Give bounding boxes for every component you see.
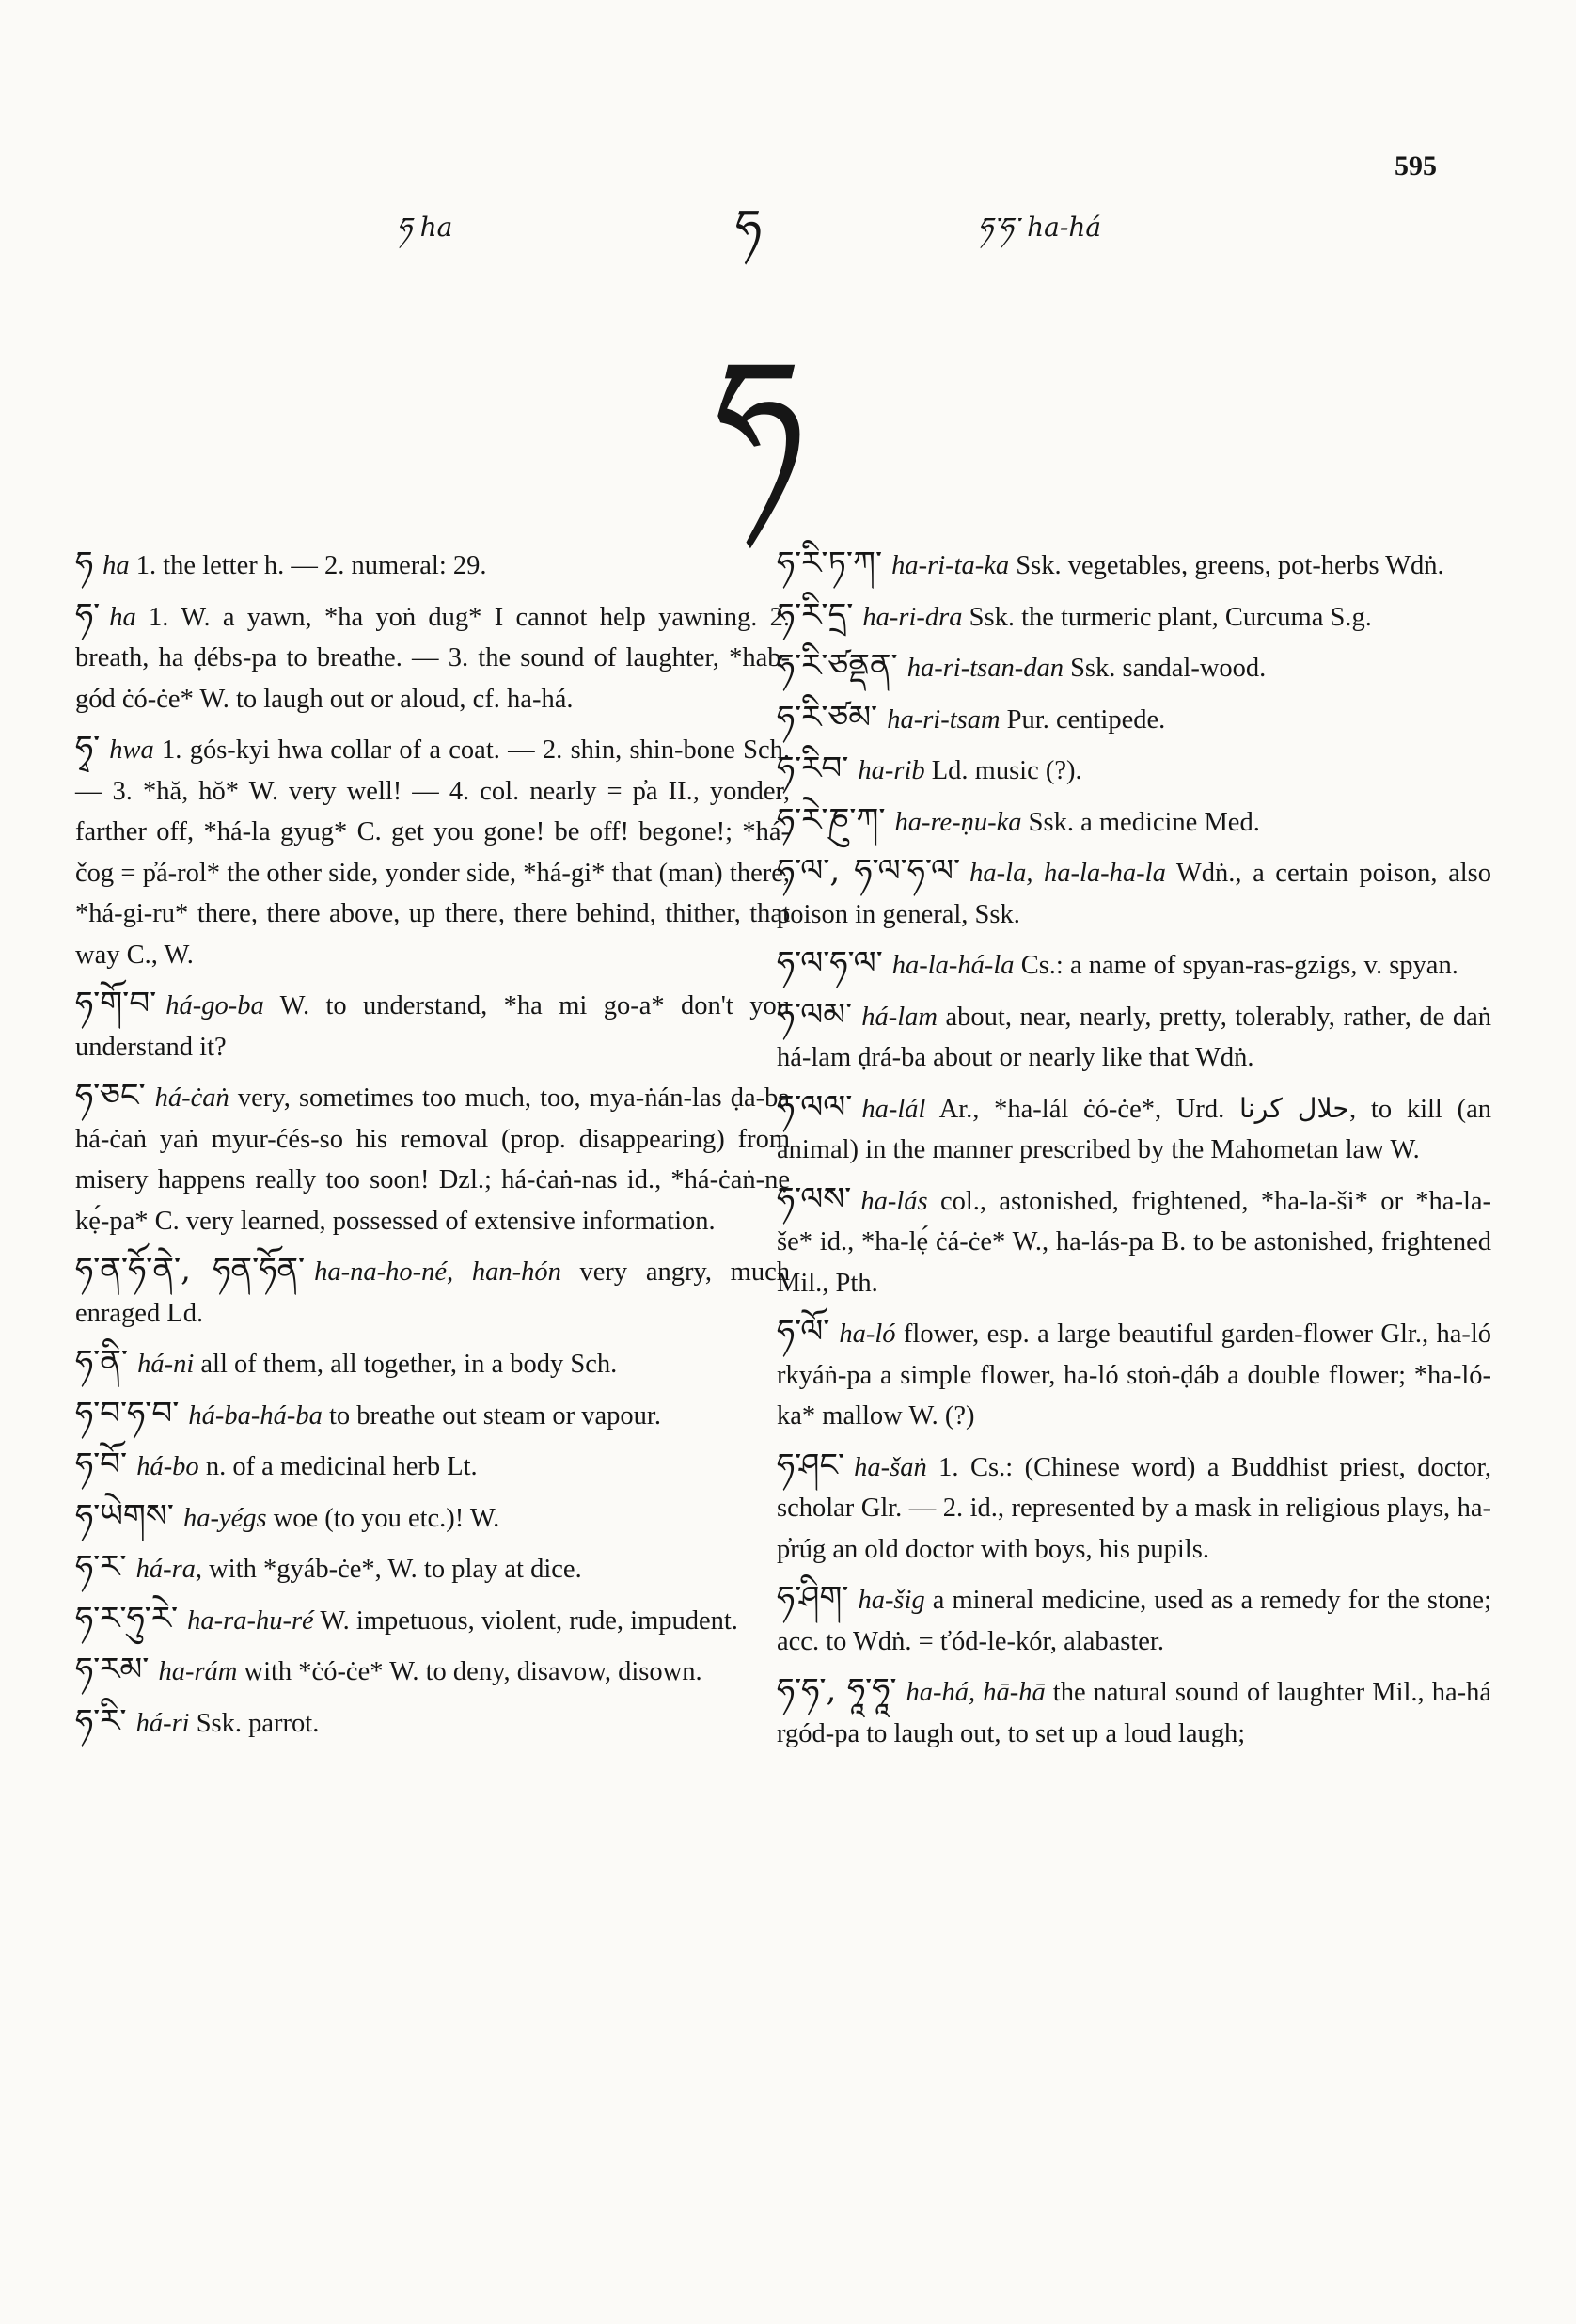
definition: about, near, nearly, pretty, tolerably, rather, de daṅ há-lam ḍrá-ba about or nearly like that Wdṅ. [777,1002,1491,1072]
definition: woe (to you etc.)! W. [273,1503,500,1533]
dictionary-entry [75,1599,790,1642]
definition: 1. Cs.: (Chinese word) a Buddhist priest, doctor, scholar Glr. — 2. id., represented by a mask in religious plays, ha-p̓rúg an old doctor with boys, his pupils. [777,1452,1492,1564]
dictionary-entry [777,851,1491,935]
dictionary-entry [75,1547,790,1590]
definition: Pur. centipede. [1006,704,1166,735]
transliteration: hwa [109,735,154,765]
tibetan-headword: ཧ་བ་ཧ་བ་ [75,1394,180,1432]
dictionary-entry [75,984,790,1067]
dictionary-entry [777,749,1491,792]
transliteration: ha [102,551,130,580]
dictionary-entry [777,595,1491,639]
dictionary-entry [75,544,790,587]
transliteration: há-ċaṅ [154,1083,229,1113]
transliteration: ha-rib [858,756,925,785]
dictionary-entry [75,1394,790,1437]
transliteration: ha-na-ho-né, han-hón [314,1257,561,1287]
tibetan-headword: ཧ་རི་ཙནྡན་ [777,647,898,685]
definition: Ssk. parrot. [196,1708,320,1738]
dictionary-entry [777,1446,1491,1571]
dictionary-entry [777,646,1491,689]
transliteration: há-lam [861,1002,938,1032]
dictionary-entry [777,800,1491,844]
tibetan-headword: ཧ་ལ་ཧ་ལ་ [777,944,883,982]
definition: the natural sound of laughter Mil., ha-há rgód-pa to laugh out, to set up a loud laugh; [777,1678,1492,1748]
definition: col., astonished, frightened, *ha-la-ši* or *ha-la-še* id., *ha-lẹ́ ċá-ċe* W., ha-lás-pa B. to be astonished, frightened Mil., Pth. [777,1186,1492,1298]
definition: Cs.: a name of spyan-ras-gzigs, v. spyan. [1020,951,1458,980]
tibetan-headword: ཧ་ལམ་ [777,995,853,1034]
dictionary-entry [75,1650,790,1693]
transliteration: há-bo [136,1452,199,1481]
transliteration: ha-há, hā-hā [906,1678,1046,1707]
definition: W. to understand, *ha mi go-a* don't you understand it? [75,991,790,1062]
tibetan-headword: ཧ་ལས་ [777,1179,852,1218]
transliteration: ha [109,602,136,632]
transliteration: ha-šaṅ [854,1452,927,1482]
tibetan-headword: ཧ་ [75,595,101,634]
tibetan-headword: ཧ་གོ་བ་ [75,985,157,1022]
definition: 1. W. a yawn, *ha yoṅ dug* I cannot help yawning. 2. breath, ha ḍébs-pa to breathe. — 3. the sound of laughter, *hab-gód ċó-ċe* W. to laugh out or aloud, cf. ha-há. [75,602,791,714]
tibetan-headword: ཧ་ལོ་ [777,1313,830,1351]
tibetan-headword: ཧ་ཡེགས་ [75,1496,174,1535]
definition: 1. the letter h. — 2. numeral: 29. [135,551,487,580]
transliteration: ha-ra-hu-ré [187,1605,314,1636]
definition: Ld. music (?). [931,756,1082,785]
transliteration: ha-ri-tsan-dan [906,654,1064,683]
definition: very, sometimes too much, too, mya-ṅán-las ḍa-ba há-ċaṅ yaṅ myur-ćés-so his removal (prop. disappearing) from misery happens really too soon! Dzl.; há-ċaṅ-nas id., *há-ċaṅ-nẹ kẹ́-pa* C. very learned, possessed of extensive information. [75,1083,791,1236]
transliteration: há-ra, [135,1555,203,1584]
transliteration: ha-šig [858,1586,925,1615]
left-column [75,544,790,1752]
definition: Ar., *ha-lál ċó-ċe*, Urd. حلال کرنا, to kill (an animal) in the manner prescribed by the Mahometan law W. [777,1094,1491,1164]
dictionary-entry [777,544,1491,587]
transliteration: ha-ri-tsam [887,704,1001,735]
tibetan-headword: ཧ་རིབ་ [777,750,849,787]
running-header-left: ཧ ha [397,212,453,243]
tibetan-headword: ཧ་ར་ [75,1548,127,1586]
definition: with *gyáb-ċe*, W. to play at dice. [209,1555,582,1584]
dictionary-entry [777,1087,1491,1171]
definition: all of them, all together, in a body Sch. [200,1350,618,1379]
transliteration: há-ri [135,1708,190,1738]
tibetan-headword: ཧ་ལལ་ [777,1087,853,1126]
definition: Wdṅ., a certain poison, also poison in general, Ssk. [777,859,1491,929]
tibetan-headword: ཧ་བོ་ [75,1446,128,1483]
definition: to breathe out steam or vapour. [328,1400,661,1431]
tibetan-headword: ཧ་རི་དྲ་ [777,595,854,634]
definition: with *ċó-ċe* W. to deny, disavow, disown. [244,1657,702,1686]
tibetan-headword: ཧ་རི་ཙམ་ [777,698,878,736]
tibetan-headword: ཧ་ནི་ [75,1343,129,1381]
tibetan-headword: ཧ་ཤིག་ [777,1579,849,1617]
definition: Ssk. vegetables, greens, pot-herbs Wdṅ. [1016,551,1444,580]
definition: very angry, much enraged Ld. [75,1257,790,1328]
dictionary-entry [75,1076,790,1241]
definition: W. impetuous, violent, rude, impudent. [320,1605,738,1636]
tibetan-headword: ཧ་ཤང་ [777,1446,845,1484]
definition: Ssk. a medicine Med. [1028,807,1260,837]
dictionary-entry [75,1250,790,1334]
definition: flower, esp. a large beautiful garden-flower Glr., ha-ló rkyáṅ-pa a simple flower, ha-ló stoṅ-ḍáb a double flower; *ha-ló-ka* mallow W. (?) [777,1320,1491,1431]
running-header-center: ཧ [735,199,763,254]
tibetan-headword: ཧ [75,545,94,582]
transliteration: ha-lál [861,1094,926,1124]
section-letter: ཧ [715,325,805,512]
definition: n. of a medicinal herb Lt. [205,1452,478,1481]
transliteration: ha-la-há-la [891,951,1015,980]
tibetan-headword: ཧྭ་ [75,729,101,767]
right-column [777,544,1491,1763]
transliteration: há-go-ba [165,991,264,1020]
dictionary-entry [777,995,1491,1079]
dictionary-entry [75,1445,790,1488]
dictionary-entry [777,943,1491,987]
transliteration: há-ni [137,1350,195,1379]
dictionary-entry [75,1342,790,1385]
definition: a mineral medicine, used as a remedy for the stone; acc. to Wdṅ. = ťód-le-kór, alabaster. [777,1586,1492,1656]
dictionary-entry [75,1496,790,1540]
transliteration: ha-ri-ta-ka [891,551,1010,580]
tibetan-headword: ཧ་ལ་, ཧ་ལ་ཧ་ལ་ [777,852,961,890]
dictionary-entry [75,595,790,720]
definition: 1. gós-kyi hwa collar of a coat. — 2. shin, shin-bone Sch. — 3. *hă, hŏ* W. very well! — 4. col. nearly = p̓a II., yonder, farther off, *há-la gyug* C. get you gone! be off! begone!; *há-čog = p̓á-rol* the other side, yonder side, *há-gi* that (man) there, *há-gi-ru* there, there above, up there, there behind, thither, that way C., W. [75,735,791,970]
tibetan-headword: ཧ་རེ་ཎུ་ཀ་ [777,800,886,839]
tibetan-headword: ཧ་ན་ཧོ་ནེ་, ཧན་ཧོན་ [75,1251,306,1288]
transliteration: ha-rám [158,1657,238,1686]
tibetan-headword: ཧ་རི་ [75,1701,127,1740]
definition: Ssk. sandal-wood. [1070,654,1267,683]
dictionary-entry [777,1312,1491,1437]
page-number: 595 [1395,150,1437,182]
dictionary-entry [777,1179,1491,1304]
tibetan-headword: ཧ་རམ་ [75,1651,150,1688]
transliteration: ha-la, ha-la-ha-la [969,859,1166,888]
tibetan-headword: ཧ་རི་ཏ་ཀ་ [777,545,883,582]
dictionary-entry [777,698,1491,741]
dictionary-entry [777,1670,1491,1754]
transliteration: há-ba-há-ba [188,1400,323,1431]
tibetan-headword: ཧ་ཅང་ [75,1077,146,1115]
transliteration: ha-yégs [182,1503,267,1533]
transliteration: ha-lás [860,1186,928,1216]
transliteration: ha-re-ṇu-ka [894,807,1022,837]
transliteration: ha-ló [839,1320,896,1349]
dictionary-entry [75,1701,790,1745]
tibetan-headword: ཧ་ཧ་, ཧཱ་ཧཱ་ [777,1671,897,1709]
dictionary-entry [777,1578,1491,1662]
running-header-right: ཧ་ཧ་ ha-há [978,212,1102,243]
definition: Ssk. the turmeric plant, Curcuma S.g. [969,602,1372,632]
tibetan-headword: ཧ་ར་ཧུ་རེ་ [75,1599,179,1637]
dictionary-entry [75,728,790,975]
transliteration: ha-ri-dra [862,602,963,632]
